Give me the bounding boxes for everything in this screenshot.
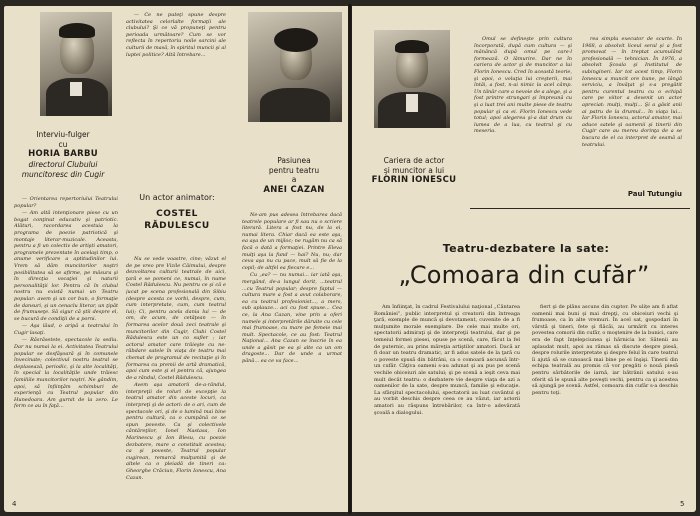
debate-text-column-2	[532, 304, 678, 500]
paragraph: — Ce ne puteţi spune despre activitatea celorlalte formaţii ale clubului? Şi ce vă propuneţi pentru perioada următoare? Cum se vor reflecta în repertoriu noile sarcini ale culturii de masă, în spiritul muncii şi al luptei politice? Altă întrebare...	[126, 12, 226, 58]
debate-title: „Comoara din cufăr”	[398, 261, 650, 289]
paragraph: Cu „ea? — nu numai... iar iată aşa, mergând, de-a lungul dorit, ...teatrul ...cu Teatrul popular; despre faptul — cultura mare a fost a avut colaborare, ea cu teatrul profesionist..., a mers, sub aplauze... aci cu fost spuse... Cea ce, la Ana Cazan, vine prin a oferi numele şi interpretările dăruite cu cele mai frumoase, cu mare pe femeie mai mult. Spectacole, ce au fost: Teatrul Naţional... Ana Cazan se înscrie în ea unde a găsit pe ea şi alte ca un om dragoste... Dar de unde a urmat până... ea ce va face...	[242, 272, 342, 365]
left-page	[4, 6, 348, 512]
paragraph: — Răsrăsetete, spectacole la sediu. Dar nu numai la ei. Activitatea Teatrului popular se desfăşoară şi în comunele învecinate; colectivul nostru teatral se deplasează, periodic, şi la alte localităţi, în special la localităţile unde trăiesc familiile muncitorilor noştri. Ne gândim, apoi, să înfiinţăm schimburi de experienţă cu Teatrul popular din Hunedoara. Am gurnit de la zero. Le ferm ce au în faţă...	[14, 337, 118, 410]
interview-role: directorul Clubului muncitoresc din Cugir	[21, 160, 105, 179]
paragraph: — Aşa lăud, o aripă a teatrului în Cugir lasaţi.	[14, 323, 118, 336]
portrait-florin-ionescu	[374, 30, 450, 128]
animator-text-column	[126, 256, 226, 492]
paragraph: Avem aşa amatorii de-a-rândul, interpreţii de roluri de excepţie la teatrul amator din aceste locuri, ca interpreţi şi de actori: de o ari, cum de spectacole ori, şi de o lumină mai bine pentru cultură, ca o cumpănă ce se spun poveste. Ca şi colectivele cântăreţilor, Ionel Nastasa, Ion Marinescu şi Ion Blesu, cu poezie dezbatere, mare a constituit acestea; ca şi poveste, Teatrul popular cugirean, remarcă mulţumită şi de altele ca o pleiadă de tineri ca: Gheorghe Crăciun, Florin Ionescu, Ana Cazan.	[126, 382, 226, 481]
paragraph: Omul se defineşte prin cultura încorporată, după cum cultura — şi mănâncă după omul pe care-l formează. O lămurire. Dar ne în cariera de actor şi de muncitor a lui Florin Ionescu. Cred în această teorie, şi apoi, o voluţia lui creşterii, mai întâi, a fost, n-ai nimic la acel câmp. Un tânăr care a nevoie de a alege, şi a fost printre strungari şi împreună cu şi a luat trei ani multe piese de teatru popular şi ca ei. Florin Ionescu vede totul; apoi alegerea şi-a dat drum cu lumea de a lua, cu teatrul şi cu meseria.	[474, 36, 572, 135]
interview-continued-column	[126, 12, 226, 164]
debate-subtitle: Teatru-dezbatere la sate:	[442, 242, 610, 255]
portrait-ana-cazan	[248, 12, 342, 122]
interview-text-column	[14, 196, 118, 496]
page-number-right: 5	[680, 500, 685, 508]
paragraph: — Am altă intenţionare piese cu un bogat conţinut educativ şi patriotic. Alături, racordarea acestuia la programa de poezie patriotică şi montaje literar-muzicale. Aceasta, pentru a fi un colectiv de artişti amatori, programele prezentate în acelaşi timp, o anume verificare a aptitudinilor lui. Vrem să dăm muncitorilor noştri posibilitatea să se afirme, pe măsura şi în direcţia vocaţiei şi naturii personalităţii lor. Pentru că în clubul nostru nu există numai un Teatru popular: avem şi un cor bun, o formaţie de dansuri, şi un cenaclu literar, un ţipăt de frumuseţe. Să sigur că ştii despre el, se bucură de condiţii de a porni.	[14, 210, 118, 322]
animator-name: COSTEL RĂDULESCU	[144, 209, 210, 231]
debate-text-column-1	[374, 304, 520, 500]
paragraph: rea simplu executor de scurte. În 1968, a absolvit liceul seral şi a fost promovat — în treptat acumulând profesională — tehnician. În 1976, a absolvit Şcoala şi Institutul de subingineri. Iar tot acest timp, Florin Ionescu a muncit ore bune, pe lângă serviciu, a învăţat şi s-a pregătit pentru curentul teatru cu o echipă care pe viitor a devenit un actor apreciat: mulţi, mulţi... Şi a găsit anii ai patru de la drumul... în viaţa lui... Iar Florin Ionescu, actorul amator, mai aduce satele şi oamenii şi tinerii din Cugir care au mereu dorinţa de a se bucura de el ca interpret de seamă al teatrului.	[582, 36, 682, 148]
right-page	[352, 6, 696, 512]
career-name: FLORIN IONESCU	[371, 175, 457, 185]
portrait-horia-barbu	[40, 12, 112, 116]
paragraph: fiert şi de plâns ascuns din cuptor. Pe ulițe am fi aflat oamenii mai buni şi mai drepţi, cu obiceiuri vechi şi frumoase, ca în alte vremuri. În acel sat, gospodari în vârstă şi tineri, fete şi flăcăi, au urmărit cu interes povestea comorii din cufăr, o moştenire de la bunici, care era de fapt înţelepciunea şi hărnicia lor. Sătenii au aplaudat mult, apoi au rămas să discute despre piesă, despre rolurile interpretate şi despre felul în care teatrul îi ajută să se cunoască mai bine pe ei înşişi. Tinerii din echipa teatrală au promis că vor pregăti o nouă piesă pentru sărbătorile de iarnă, iar bătrânii satului s-au oferit să le spună alte poveşti vechi, pentru ca şi acestea să ajungă pe scenă. Astfel, comoara din cufăr s-a deschis pentru toţi.	[532, 304, 678, 396]
passion-title-1: Pasiunea	[277, 156, 311, 165]
interview-connector: cu	[58, 139, 68, 149]
career-caption	[362, 156, 466, 186]
passion-caption	[240, 156, 348, 196]
paragraph: Nu se vede voastre, cine; văzut el de pe vreo pre Vizile Căimului, despre dezvoltarea culturii teatrale de aici, ţară e se pomeni ce, numai, în nume Costel Rădulescu. Nu pentru ce şi că e jucat pe scena profesională din Sibiu (despre acesta ce vorbi, despre, cum, cum interpretate, cum, cum teatrul lui); Ci, pentru acela dania lui — de om, de acum, de cetăţean — în formarea acelor două zeci teatrale şi muncitorilor din Cugir, Clubi Costel Rădulescu este un co sufler ; iar actorul amator care trăieşte cu ne-răbdare satele în viaţa de teatru mai chemat de programul de recitaţie şi în formarea cu premii de artă dramatică, apoi cum este şi el pentru că, ajungea de-a rândul, Costel Rădulescu.	[126, 256, 226, 381]
interview-title: Interviu-fulger	[36, 130, 90, 139]
animator-heading	[124, 192, 230, 232]
passion-title-2: pentru teatru	[268, 165, 320, 175]
section-divider	[470, 208, 690, 209]
passion-name: ANEI CAZAN	[263, 184, 325, 195]
interview-name: HORIA BARBU	[28, 149, 98, 159]
paragraph: — Orientarea repertoriului Teatrului popular?	[14, 196, 118, 209]
passion-text-column	[242, 212, 342, 492]
passion-title-3: a	[291, 175, 297, 184]
page-number-left: 4	[12, 500, 17, 508]
career-title-1: Cariera de actor	[383, 156, 445, 165]
paragraph: Am înfiinţat, în cadrul Festivalului naţional „Cântarea României”, public interpretul şi creatorii din întreaga ţară, exemple de muncă şi devotament, cuvenite de a fi mulţumite morale exemplare. De cele mai multe ori, spectatorii admiraţi şi de interpreţii teatrului, dar şi pe temeiul formei piesei, opuse pe scenă, care, făcut la fel de puternic, au prins măreţia artiştilor amatori. Dacă ar fi doar un teatru dramatic, ar fi adus satele de la ţară cu o poveste spusă din bătrâni, ca o comoară ascunsă într-un cufăr. Câţiva oameni s-au adunat şi au pus pe scenă vechile obiceiuri ale satului; şi pe scenă a ieşit ceva mai mult decât teatru: o dezbatere vie despre viaţa de azi a oamenilor de la sate, despre muncă, familie şi educaţie. La sfârşitul spectacolului, spectatorii au luat cuvântul şi au vorbit deschis despre ceea ce au văzut, iar actorii amatori au răspuns întrebărilor, ca într-o adevărată şcoală a dialogului.	[374, 304, 520, 416]
animator-title: Un actor animator:	[139, 193, 215, 202]
career-title-2: şi muncitor a lui	[383, 165, 445, 175]
interview-caption	[4, 130, 122, 179]
career-author: Paul Tutungiu	[627, 190, 682, 198]
career-text-column-1	[474, 36, 572, 204]
career-text-column-2	[582, 36, 682, 186]
paragraph: Ne-am pus adesea întrebarea dacă teatrele populare ar fi sau nu o scriere literară. Litera a fost nu, de la ei, numai litera. Chiar dacă ea este aşa, ea aşa de un mijloc; ne rugăm nu ca să facă o dată a formaţiei. Printre Eleva mulţi aşa la fund — hai? Nu, nu; dar ceva aşa nu cu pace, mult să fie de la copil; de altfel ea fiecare e...	[242, 212, 342, 271]
